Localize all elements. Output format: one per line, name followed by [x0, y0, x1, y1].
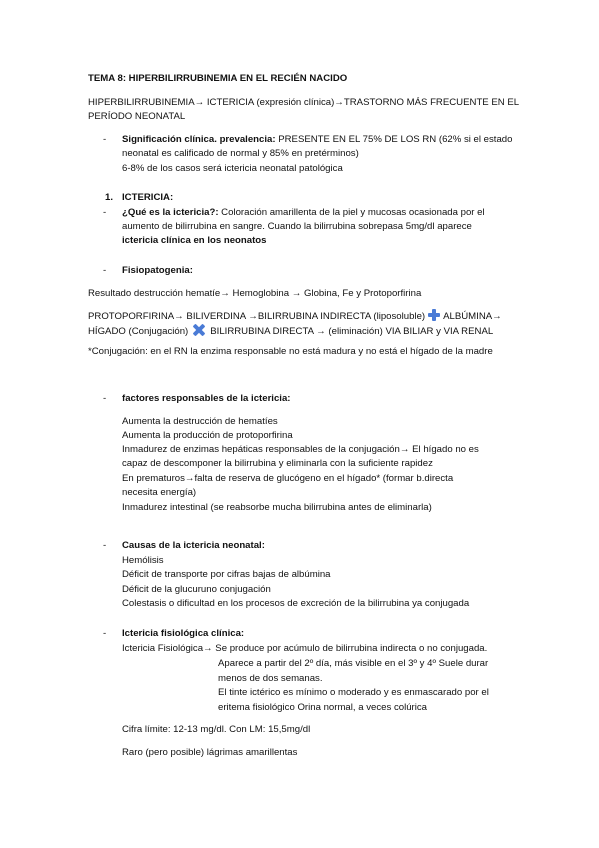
chain-2-text: HÍGADO (Conjugación): [88, 326, 189, 337]
causas-item: Déficit de la glucuruno conjugación: [122, 584, 271, 595]
significacion-line-2: neonatal es calificado de normal y 85% en pretérminos): [122, 148, 359, 159]
bullet-dash: -: [103, 207, 107, 218]
factores-label: factores responsables de la ictericia:: [122, 393, 291, 404]
factores-item: Inmadurez de enzimas hepáticas responsables de la conjugación→ El hígado no es: [122, 444, 479, 455]
cifra-limite: Cifra límite: 12-13 mg/dl. Con LM: 15,5mg/dl: [122, 724, 311, 735]
intro-line-2: PERÍODO NEONATAL: [88, 111, 186, 122]
conjugacion-note: *Conjugación: en el RN la enzima responsable no está madura y no está el hígado de la madre: [88, 346, 493, 357]
fisiopatogenia-chain-2: [88, 324, 493, 338]
section-number: 1.: [105, 192, 114, 203]
fisiologica-cont: eritema fisiológico Orina normal, a veces colúrica: [218, 702, 428, 713]
que-es-text: Coloración amarillenta de la piel y mucosas ocasionada por el: [218, 207, 485, 218]
chain-1-albumina: ALBÚMINA→: [443, 311, 502, 322]
fisiopatogenia-resultado: Resultado destrucción hematíe→ Hemoglobina → Globina, Fe y Protoporfirina: [88, 288, 422, 299]
fisiologica-cont: Aparece a partir del 2º día, más visible en el 3º y 4º Suele durar: [218, 658, 489, 669]
fisiologica-cont: El tinte ictérico es mínimo o moderado y es enmascarado por el: [218, 687, 489, 698]
fisiopatogenia-label: Fisiopatogenia:: [122, 265, 193, 276]
bullet-dash: -: [103, 265, 107, 276]
plus-icon: [428, 309, 440, 321]
factores-item: Inmadurez intestinal (se reabsorbe mucha bilirrubina antes de eliminarla): [122, 502, 432, 513]
factores-item: En prematuros→falta de reserva de glucógeno en el hígado* (formar b.directa: [122, 473, 454, 484]
intro-line-1: HIPERBILIRRUBINEMIA→ ICTERICIA (expresión clínica)→TRASTORNO MÁS FRECUENTE EN EL: [88, 97, 520, 108]
significacion-line-3: 6-8% de los casos será ictericia neonatal patológica: [122, 163, 343, 174]
significacion-label: Significación clínica. prevalencia:: [122, 134, 276, 145]
bullet-dash: -: [103, 540, 107, 551]
fisiologica-label: Ictericia fisiológica clínica:: [122, 628, 245, 639]
section-title: ICTERICIA:: [122, 192, 174, 203]
factores-item: capaz de descomponer la bilirrubina y eliminarla con la suficiente rapidez: [122, 458, 433, 469]
factores-item: necesita energía): [122, 487, 197, 498]
causas-label: Causas de la ictericia neonatal:: [122, 540, 265, 551]
bullet-dash: -: [103, 134, 107, 145]
document-title: TEMA 8: HIPERBILIRRUBINEMIA EN EL RECIÉN NACIDO: [88, 73, 348, 84]
factores-item: Aumenta la producción de protoporfirina: [122, 430, 293, 441]
causas-item: Hemólisis: [122, 555, 164, 566]
fisiologica-line-1: Ictericia Fisiológica→ Se produce por acúmulo de bilirrubina indirecta o no conjugada.: [122, 643, 488, 654]
fisiologica-cont: menos de dos semanas.: [218, 673, 323, 684]
bullet-dash: -: [103, 628, 107, 639]
bullet-dash: -: [103, 393, 107, 404]
que-es-line-1: [122, 207, 485, 219]
significacion-line-1: [122, 134, 512, 146]
fisiopatogenia-chain-1: [88, 309, 502, 323]
factores-item: Aumenta la destrucción de hematíes: [122, 416, 278, 427]
lagrimas-note: Raro (pero posible) lágrimas amarillentas: [122, 747, 298, 758]
chain-1-text: PROTOPORFIRINA→ BILIVERDINA →BILIRRUBINA INDIRECTA (liposoluble): [88, 311, 426, 322]
causas-item: Déficit de transporte por cifras bajas de albúmina: [122, 569, 331, 580]
que-es-label: ¿Qué es la ictericia?:: [122, 207, 219, 218]
causas-item: Colestasis o dificultad en los procesos de excreción de la bilirrubina ya conjugada: [122, 598, 470, 609]
que-es-line-2: aumento de bilirrubina en sangre. Cuando la bilirrubina sobrepasa 5mg/dl aparece: [122, 221, 472, 232]
multiply-icon: [193, 324, 205, 336]
que-es-line-3: ictericia clínica en los neonatos: [122, 235, 267, 246]
chain-2-bilirrubina: BILIRRUBINA DIRECTA → (eliminación) VIA BILIAR y VIA RENAL: [210, 326, 494, 337]
significacion-text: PRESENTE EN EL 75% DE LOS RN (62% si el estado: [275, 134, 513, 145]
